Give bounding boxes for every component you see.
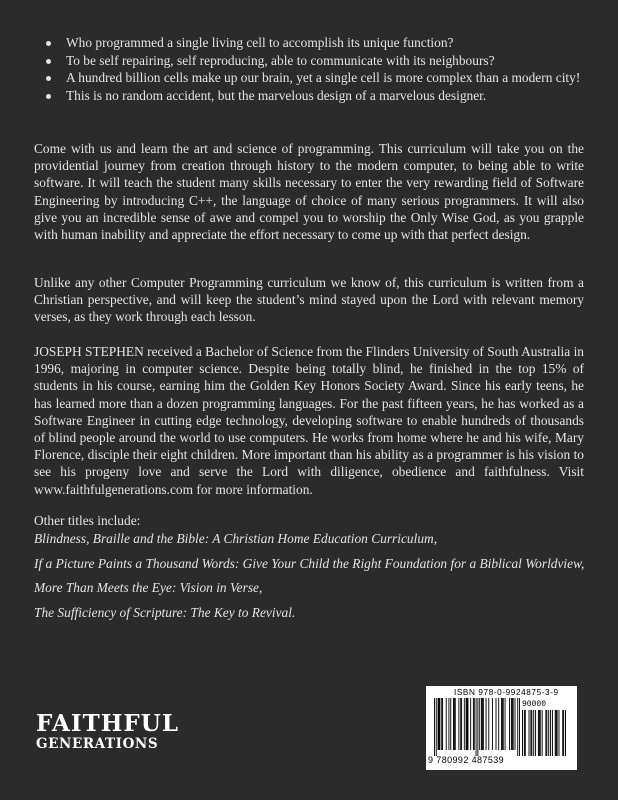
perspective-paragraph: Unlike any other Computer Programming curriculum we know of, this curriculum is written from a Christian perspective, and will keep the student’s mind stayed upon the Lord with relevant memory verses, as they work through each lesson. [34, 275, 584, 325]
barcode-bar [453, 698, 454, 750]
barcode-bar [545, 710, 546, 756]
title-item: If a Picture Paints a Thousand Words: Give Your Child the Right Foundation for a Biblical Worldview, [34, 555, 585, 571]
barcode-bar [522, 710, 523, 756]
barcode-bar [529, 710, 530, 756]
title-item: The Sufficiency of Scripture: The Key to Revival. [34, 604, 296, 620]
bullet-item [44, 69, 584, 87]
barcode-bar [509, 698, 510, 750]
barcode-bar [483, 698, 484, 750]
barcode-bar [512, 698, 513, 750]
barcode-bar [530, 710, 531, 756]
barcode-bar [524, 710, 525, 756]
barcode-bar [470, 698, 471, 750]
barcode-bar [513, 698, 514, 750]
barcode-bar [454, 698, 455, 750]
barcode-bar [565, 710, 566, 756]
isbn-label: ISBN 978-0-9924875-3-9 [454, 688, 559, 697]
bullet-dot-icon [46, 59, 51, 64]
barcode-bar [535, 710, 536, 756]
bullet-text: A hundred billion cells make up our brain, yet a single cell is more complex than a modern city! [66, 70, 581, 85]
barcode-bar [441, 698, 442, 750]
barcode-bar [448, 698, 449, 750]
intro-paragraph: Come with us and learn the art and science of programming. This curriculum will take you on the providential journey from creation through history to the modern computer, to being able to write software. It will teach the student many skills necessary to enter the very rewarding field of Software Engineering by introducing C++, the language of choice of many serious programmers. It will also give you an incredible sense of awe and compel you to worship the Only Wise God, as you grapple with human inability and appreciate the effort necessary to come up with that perfect design. [34, 141, 584, 243]
barcode-bar [496, 698, 497, 750]
other-titles-heading: Other titles include: [34, 513, 141, 528]
barcode-bar [438, 698, 439, 750]
bullet-text: This is no random accident, but the marvelous design of a marvelous designer. [66, 87, 487, 103]
barcode-bar [556, 710, 557, 756]
bullet-dot-icon [46, 76, 51, 81]
barcode-bar [557, 710, 558, 756]
bullet-dot-icon [46, 41, 51, 46]
barcode-bar [439, 698, 440, 750]
barcode-bar [550, 710, 551, 756]
barcode-bar [502, 698, 503, 750]
barcode-bar [442, 698, 443, 750]
barcode-bar [546, 710, 547, 756]
barcode-bar [467, 698, 468, 750]
barcode-bar [503, 698, 504, 750]
barcode-bar [473, 698, 474, 750]
barcode-bar [540, 710, 541, 756]
barcode-bar [515, 698, 516, 750]
barcode-bar [439, 698, 440, 750]
barcode-bar [548, 710, 549, 756]
author-bio-paragraph: JOSEPH STEPHEN received a Bachelor of Science from the Flinders University of South Australia in 1996, majoring in computer science. Despite being totally blind, he finished in the top 15% of students in his course, earning him the Golden Key Honors Society Award. Since his early teens, he has learned more than a dozen programming languages. For the past fifteen years, he has worked as a Software Engineer in cutting edge technology, developing software to enable hundreds of thousands of blind people around the world to use computers. He works from home where he and his wife, Mary Florence, disciple their eight children. More important than his ability as a programmer is his vision to see his progeny love and serve the Lord with diligence, obedience and faithfulness. Visit www.faithfulgenerations.com for more information. [34, 344, 584, 497]
barcode-bar [511, 698, 512, 750]
barcode-bar [477, 698, 478, 756]
logo-line-1: FAITHFUL [36, 710, 179, 737]
barcode-bar [531, 710, 532, 756]
barcode-bar [555, 710, 556, 756]
bullet-item [44, 34, 584, 52]
barcode-bar [436, 698, 437, 756]
barcode-bar [458, 698, 459, 750]
barcode-bar [434, 698, 435, 756]
ean-digits: 9 780992 487539 [428, 755, 505, 765]
barcode-bar [505, 698, 506, 750]
barcode-bar [552, 710, 553, 756]
barcode-bar [501, 698, 502, 750]
barcode-bar [488, 698, 489, 750]
barcode-bar [450, 698, 451, 750]
barcode-bar [517, 698, 518, 756]
isbn-barcode [426, 686, 577, 770]
barcode-bar [481, 698, 482, 750]
barcode-bar [533, 710, 534, 756]
barcode-bar [467, 698, 468, 750]
ean-barcode-icon [434, 698, 520, 756]
barcode-bar [539, 710, 540, 756]
logo-line-2: GENERATIONS [36, 736, 159, 752]
barcode-bar [461, 698, 462, 750]
barcode-bar [466, 698, 467, 750]
barcode-bar [464, 698, 465, 750]
bullet-dot-icon [46, 94, 51, 99]
barcode-bar [479, 698, 480, 750]
bullet-list [44, 34, 584, 104]
barcode-bar [538, 710, 539, 756]
title-item: Blindness, Braille and the Bible: A Christian Home Education Curriculum, [34, 531, 438, 546]
barcode-bar [460, 698, 461, 750]
price-code: 90000 [522, 700, 547, 709]
barcode-bar [474, 698, 475, 750]
bullet-text: Who programmed a single living cell to accomplish its unique function? [66, 35, 454, 50]
barcode-bar [486, 698, 487, 750]
barcode-bar [455, 698, 456, 750]
barcode-bar [498, 698, 499, 750]
barcode-bar [482, 698, 483, 750]
barcode-bar [563, 710, 564, 756]
addon-barcode-icon [522, 710, 566, 756]
bullet-item [44, 87, 584, 105]
bullet-text: To be self repairing, self reproducing, able to communicate with its neighbours? [66, 52, 495, 68]
barcode-bar [519, 698, 520, 756]
barcode-bar [542, 710, 543, 756]
bullet-item [44, 52, 584, 70]
barcode-bar [559, 710, 560, 756]
barcode-bar [562, 710, 563, 756]
other-titles [34, 512, 594, 628]
barcode-bar [492, 698, 493, 750]
publisher-logo [36, 712, 179, 752]
title-item: More Than Meets the Eye: Vision in Verse, [34, 580, 263, 595]
barcode-bar [446, 698, 447, 750]
barcode-bar [525, 710, 526, 756]
barcode-bar [476, 698, 477, 756]
